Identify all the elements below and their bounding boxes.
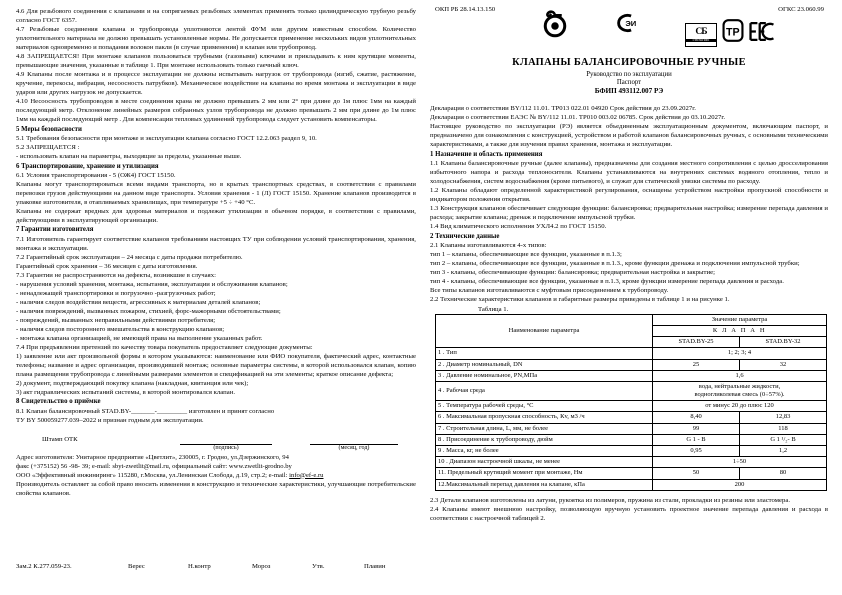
warranty-exclusion-4: - наличия повреждений, вызванных пожаром, стихией, форс-мажорными обстоятельствами;	[16, 307, 281, 315]
table-row	[436, 446, 827, 457]
manufacturer-contacts-line: факс (+375152) 56 -98- 39; e-mail: sbyt-zwetlit@mail.ru, официальный сайт: www.zwetlit-grodno.by	[16, 462, 292, 470]
table-row	[436, 468, 827, 479]
moscow-office-line	[16, 472, 416, 481]
table-cell-parameter: 10 . Диапазон настроечной шкалы, не менее	[436, 457, 653, 468]
document-subtitle: Руководство по эксплуатации	[586, 70, 672, 78]
table-cell-parameter: 12.Максимальный перепад давления на клапане, кПа	[436, 479, 653, 490]
paragraph-2-2: 2.2 Технические характеристики клапанов и габаритные размеры приведены в таблице 1 и на рисунке 1.	[430, 295, 730, 303]
table-cell-value-25: 0,95	[653, 446, 740, 457]
footer-revision-code: Зам.2 К.277.059-23.	[16, 563, 72, 570]
table-cell-parameter: 3 . Давление номинальное, PN,МПа	[436, 370, 653, 381]
paragraph-6-utilization: Клапаны не содержат вредных для здоровья материалов и подлежат утилизации в обычном порядке, в соответствии с правилами, действующими в эксплуатирующей организации.	[16, 207, 416, 224]
warranty-exclusion-7: - монтажа клапана организацией, не имеющей права на выполнение указанных работ.	[16, 334, 263, 342]
claim-document-2: 2) документ, подтверждающий покупку клапана (накладная, квитанция или чек);	[16, 379, 249, 387]
table-row	[436, 457, 827, 468]
valve-type-1: тип 1 – клапаны, обеспечивающие все функции, указанные в п.1.3;	[430, 250, 622, 258]
footer-developer: Верес	[128, 563, 145, 570]
table-cell-value-25: 25	[653, 359, 740, 370]
left-column	[16, 0, 416, 595]
qr-code-1-icon	[574, 9, 608, 43]
table-row	[436, 359, 827, 370]
manual-introduction: Настоящее руководство по эксплуатации (РЭ) является объединенным эксплуатационным документом, включающим паспорт, и предназначено для ознакомления с конструкцией, устройством и работой клапанов балансировочных ручных, с основными техническими характеристиками, а также для изучения правил хранения, монтажа и эксплуатации.	[430, 123, 828, 149]
footer-approved-label: Утв.	[312, 563, 325, 570]
warranty-exclusion-1: - нарушения условий хранения, монтажа, испытания, эксплуатации и обслуживания клапанов;	[16, 280, 288, 288]
paragraph-7-2b: Гарантийный срок хранения – 36 месяцев с даты изготовления.	[16, 262, 198, 270]
document-subtitle-passport: Паспорт	[616, 78, 642, 86]
section-5-bullet: - использовать клапан на параметры, выходящие за пределы, указанные выше.	[16, 152, 242, 160]
specifications-rows	[436, 348, 827, 490]
section-8-heading: 8 Свидетельство о приёмке	[16, 398, 101, 406]
table-cell-parameter: 7 . Строительная длина, L, мм, не более	[436, 423, 653, 434]
footer-normcontrol-label: Н.контр	[188, 563, 211, 570]
manufacturer-disclaimer: Производитель оставляет за собой право вносить изменения в конструкцию и технические характеристики, улучшающие потребительские свойства клапанов.	[16, 481, 416, 498]
gost-certification-mark-icon	[685, 23, 717, 47]
paragraph-4-9: 4.9 Клапаны после монтажа и в процессе эксплуатации не должны испытывать нагрузок от трубопровода (изгиб, сжатие, растяжение, кручение, перекосы, вибрация, несоосность патрубков). Механическое воздействие на клапаны во время монтажа и эксплуатации в виде ударов или других нагрузок не допускается.	[16, 71, 416, 97]
ogks-code: ОГКС 23.060.99	[778, 6, 824, 13]
paragraph-6-1: 6.1 Условия транспортирования - 5 (ОЖ4) ГОСТ 15150.	[16, 171, 176, 179]
gost-mark-glyph: СБ	[695, 27, 707, 37]
warranty-exclusion-6: - наличия следов постороннего вмешательства в конструкцию клапанов;	[16, 325, 225, 333]
revision-footer	[16, 563, 416, 570]
paragraph-4-8: 4.8 ЗАПРЕЩАЕТСЯ! При монтаже клапанов пользоваться трубными (газовыми) ключами и прикладывать к ним крутящие моменты, превышающие значения, указанные в таблице 1. При монтаже использовать только гаечный ключ.	[16, 53, 416, 70]
ei-logo-icon	[612, 12, 640, 39]
eac-conformity-mark-icon	[749, 21, 775, 47]
table-cell-value-32: 12,83	[740, 412, 827, 423]
table-row	[436, 370, 827, 381]
paragraph-7-2: 7.2 Гарантийный срок эксплуатации – 24 месяца с даты продажи потребителю.	[16, 253, 243, 261]
moscow-office-text: ООО «Эффективный инжиниринг» 115280, г.Москва, ул.Ленинская Слобода, д.19, стр.2; e-mail:	[16, 471, 290, 479]
section-6-heading: 6 Транспортирование, хранение и утилизация	[16, 162, 159, 170]
paragraph-5-1: 5.1 Требования безопасности при монтаже и эксплуатации клапана согласно ГОСТ 12.2.063 раздел 9, 10.	[16, 134, 317, 142]
declaration-line-2: Декларация о соответствии ЕАЭС № BY/112 11.01. ТР010 003.02 06785. Срок действия до 03.10.2027г.	[430, 114, 726, 122]
table-cell-value-25: 8,40	[653, 412, 740, 423]
paragraph-2-4: 2.4 Клапаны имеют внешнюю настройку, позволяющую вручную установить проектное значение перепада давления и расхода в соответствии с настроечной таблицей 2.	[430, 505, 828, 522]
paragraph-7-4: 7.4 При предъявлении претензий по качеству товара покупатель предоставляет следующие документы:	[16, 343, 313, 351]
valve-types-note: Все типы клапанов изготавливаются с муфтовым присоединением к трубопроводу.	[430, 286, 669, 294]
right-column	[430, 0, 828, 595]
left-column-body	[16, 0, 416, 498]
table-row	[436, 348, 827, 359]
claim-document-3: 3) акт гидравлических испытаний системы, в которой монтировался клапан.	[16, 388, 236, 396]
table-cell-value-32: 1,2	[740, 446, 827, 457]
table-cell-value-25: 50	[653, 468, 740, 479]
table-cell-parameter: 8 . Присоединение к трубопроводу, дюйм	[436, 434, 653, 445]
section-5-heading: 5 Меры безопасности	[16, 125, 82, 133]
document-title: КЛАПАНЫ БАЛАНСИРОВОЧНЫЕ РУЧНЫЕ	[512, 57, 746, 68]
table-cell-value-shared: от минус 20 до плюс 120	[653, 401, 827, 412]
footer-approved-name: Плавин	[364, 563, 386, 570]
table-cell-value-shared: 1; 2; 3; 4	[653, 348, 827, 359]
warranty-exclusion-2: - ненадлежащей транспортировки и погрузочно -разгрузочных работ;	[16, 289, 216, 297]
table-caption: Таблица 1.	[478, 305, 509, 313]
gost-mark-standard: СТБ ISO 9001	[686, 39, 716, 42]
paragraph-7-3: 7.3 Гарантии не распространяются на дефекты, возникшие в случаях:	[16, 271, 216, 279]
claim-document-1: 1) заявление или акт произвольной формы в котором указываются: наименование или ФИО покупателя, фактический адрес, контактные телефоны; название и адрес организации, производившей монтаж; основные параметры системы, в которой использовался клапан, копию плана размещения трубопровода с линейными размерами элементов и спецификацией на эти элементы; краткое описание дефекта;	[16, 352, 416, 378]
table-row	[16, 563, 416, 570]
signature-caption: (подпись)	[213, 444, 239, 451]
table-cell-value-25: G 1 - B	[653, 434, 740, 445]
moscow-office-email[interactable]: info@ef-e.ru	[289, 471, 324, 479]
svg-text:TP: TP	[726, 26, 740, 39]
table-header-model-25: STAD.BY-25	[653, 337, 740, 348]
table-cell-value-32: 32	[740, 359, 827, 370]
table-row	[436, 434, 827, 445]
paragraph-1-4: 1.4 Вид климатического исполнения УХЛ4.2 по ГОСТ 15150.	[430, 222, 607, 230]
table-cell-parameter: 1 . Тип	[436, 348, 653, 359]
footer-normcontrol-name: Мороз	[252, 563, 271, 570]
table-header-value-group: Значение параметра	[653, 314, 827, 325]
table-cell-value-32: 118	[740, 423, 827, 434]
table-cell-parameter: 5 . Температура рабочей среды, °С	[436, 401, 653, 412]
paragraph-4-6: 4.6 Для резьбового соединения с клапанами и на сопрягаемых резьбовых элементах применять только цилиндрическую трубную резьбу согласно ГОСТ 6357.	[16, 8, 416, 25]
paragraph-4-7: 4.7 Резьбовые соединения клапана и трубопровода уплотняются лентой ФУМ или другим известным способом. Количество уплотнительного материала не должно превышать установленные нормы. Не допускается применение нескольких видов уплотнительных материалов одновременно и попадания волокон пакли (в случае применения) в клапан или трубопровод.	[16, 26, 416, 52]
okp-code: ОКП РБ 28.14.13.150	[435, 6, 496, 13]
section-7-heading: 7 Гарантии изготовителя	[16, 226, 94, 234]
otk-stamp-label: Штамп ОТК	[42, 435, 78, 443]
svg-text:ЭИ: ЭИ	[625, 19, 637, 29]
manufacturer-address-line: Адрес изготовителя: Унитарное предприятие «Цветлит», 230005, г. Гродно, ул.Дзержинского, 94	[16, 453, 289, 461]
document-designation-code: БФИП 493112.007 РЭ	[594, 87, 664, 95]
table-header-row-1	[436, 314, 827, 325]
table-cell-parameter: 11. Предельный крутящий момент при монтаже, Нм	[436, 468, 653, 479]
acceptance-signature-block	[16, 434, 416, 454]
table-row	[436, 401, 827, 412]
table-cell-value-32: G 1 ¹/₂- B	[740, 434, 827, 445]
paragraph-1-2: 1.2 Клапаны обладают определенной характеристикой регулирования, оснащены устройством настройки пропускной способности и индикатором положения открытия.	[430, 186, 828, 203]
paragraph-1-3: 1.3 Конструкция клапанов обеспечивает следующие функции: балансировка; предварительная настройка; измерение перепада давления и расхода; закрытие клапана; дренаж и подключение импульсной трубки.	[430, 204, 828, 221]
valve-type-4: тип 4 - клапаны, обеспечивающие все функции, указанные в п.1.3, кроме функции измерение перепада давления и расхода.	[430, 277, 784, 285]
certification-marks-right	[685, 19, 775, 47]
paragraph-7-1: 7.1 Изготовитель гарантирует соответствие клапанов требованиям настоящих ТУ при соблюдении условий транспортирования, хранения, монтажа и эксплуатации.	[16, 235, 416, 252]
acceptance-statement-line1: 8.1 Клапан балансировочный STAD.BY-_______-_________ изготовлен и принят согласно	[16, 407, 275, 415]
declaration-line-1: Декларация о соответствии BY/112 11.01. ТР013 022.01 04920 Срок действия до 23.09.2027г.	[430, 105, 696, 112]
paragraph-2-1: 2.1 Клапаны изготавливаются 4-х типов:	[430, 241, 547, 249]
qr-code-2-icon	[644, 10, 676, 42]
certification-marks-center	[540, 8, 676, 43]
acceptance-statement-line2: ТУ BY 500059277.039–2022 и признан годным для эксплуатации.	[16, 416, 204, 424]
specifications-table-body	[436, 314, 827, 348]
table-cell-value-shared: 1,6	[653, 370, 827, 381]
specifications-table	[435, 314, 827, 491]
warranty-exclusion-5: - повреждений, вызванных неправильными действиями потребителя;	[16, 316, 216, 324]
table-cell-value-shared: 200	[653, 479, 827, 490]
table-header-model-32: STAD.BY-32	[740, 337, 827, 348]
paragraph-5-2: 5.2 ЗАПРЕЩАЕТСЯ :	[16, 143, 80, 151]
table-cell-value-shared: 1÷50	[653, 457, 827, 468]
table-cell-parameter: 2 . Диаметр номинальный, DN	[436, 359, 653, 370]
paragraph-6-transport: Клапаны могут транспортироваться всеми видами транспорта, но в крытых транспортных средствах, в соответствии с правилами перевозки грузов действующими на данном виде транспорта. Условия хранения - 1 (Л) ГОСТ 15150. Хранение клапанов производится в упаковке изготовителя, в отапливаемых хранилищах, при температуре +5 ÷ +40 °С.	[16, 180, 416, 206]
tr-customs-mark-icon	[722, 19, 744, 47]
table-cell-parameter: 4 . Рабочая среда	[436, 381, 653, 400]
table-cell-value-shared: вода, нейтральные жидкости, водногликолевая смесь (0÷57%).	[653, 381, 827, 400]
table-row	[436, 412, 827, 423]
document-header	[430, 0, 828, 56]
paragraph-2-3: 2.3 Детали клапанов изготовлены из латуни, рукоятка из полимеров, пружина из стали, прокладки из резины или эластомера.	[430, 496, 791, 504]
table-row	[436, 423, 827, 434]
table-header-klapan: К Л А П А Н	[653, 325, 827, 336]
paragraph-4-10: 4.10 Несоосность трубопроводов в месте соединения крана не должно превышать 2 мм или 2° при длине до 1м плюс 1мм на каждый последующий метр. Отклонение линейных размеров собранных узлов трубопровода не должно превышать 2 мм при длине до 1м плюс 1мм на каждый последующий метр . Для компенсации тепловых удлинений трубопровода следует установить компенсаторы.	[16, 98, 416, 124]
table-row	[436, 479, 827, 490]
valve-type-2: тип 2 – клапаны, обеспечивающие все функции, указанные в п.1.3., кроме функции дренажа и подключения импульсной трубки;	[430, 259, 800, 267]
table-cell-parameter: 9 . Масса, кг, не более	[436, 446, 653, 457]
paragraph-1-1: 1.1 Клапаны балансировочные ручные (далее клапаны), предназначены для создания местного сопротивления с целью дросселирования избыточного напора и расхода теплоносителя. Клапаны устанавливаются на внутренних системах водяного отопления, тепло и холодоснабжения, систем водоснабжения (кроме питьевого), и служат для статической увязки системы по расходу.	[430, 159, 828, 185]
table-header-parameter-name: Наименование параметра	[436, 314, 653, 348]
warranty-exclusion-3: - наличия следов воздействия веществ, агрессивных к материалам деталей клапанов;	[16, 298, 261, 306]
date-caption: (месяц, год)	[338, 444, 370, 451]
section-2-heading: 2 Технические данные	[430, 232, 500, 240]
table-cell-value-32: 80	[740, 468, 827, 479]
table-row	[436, 381, 827, 400]
table-cell-parameter: 6 . Максимальная пропускная способность, Кv, м3 /ч	[436, 412, 653, 423]
table-cell-value-25: 99	[653, 423, 740, 434]
section-1-heading: 1 Назначение и область применения	[430, 150, 543, 158]
quality-mark-icon	[540, 8, 570, 43]
valve-type-3: тип 3 - клапаны, обеспечивающие функции: балансировка; предварительная настройка и закрытие;	[430, 268, 715, 276]
